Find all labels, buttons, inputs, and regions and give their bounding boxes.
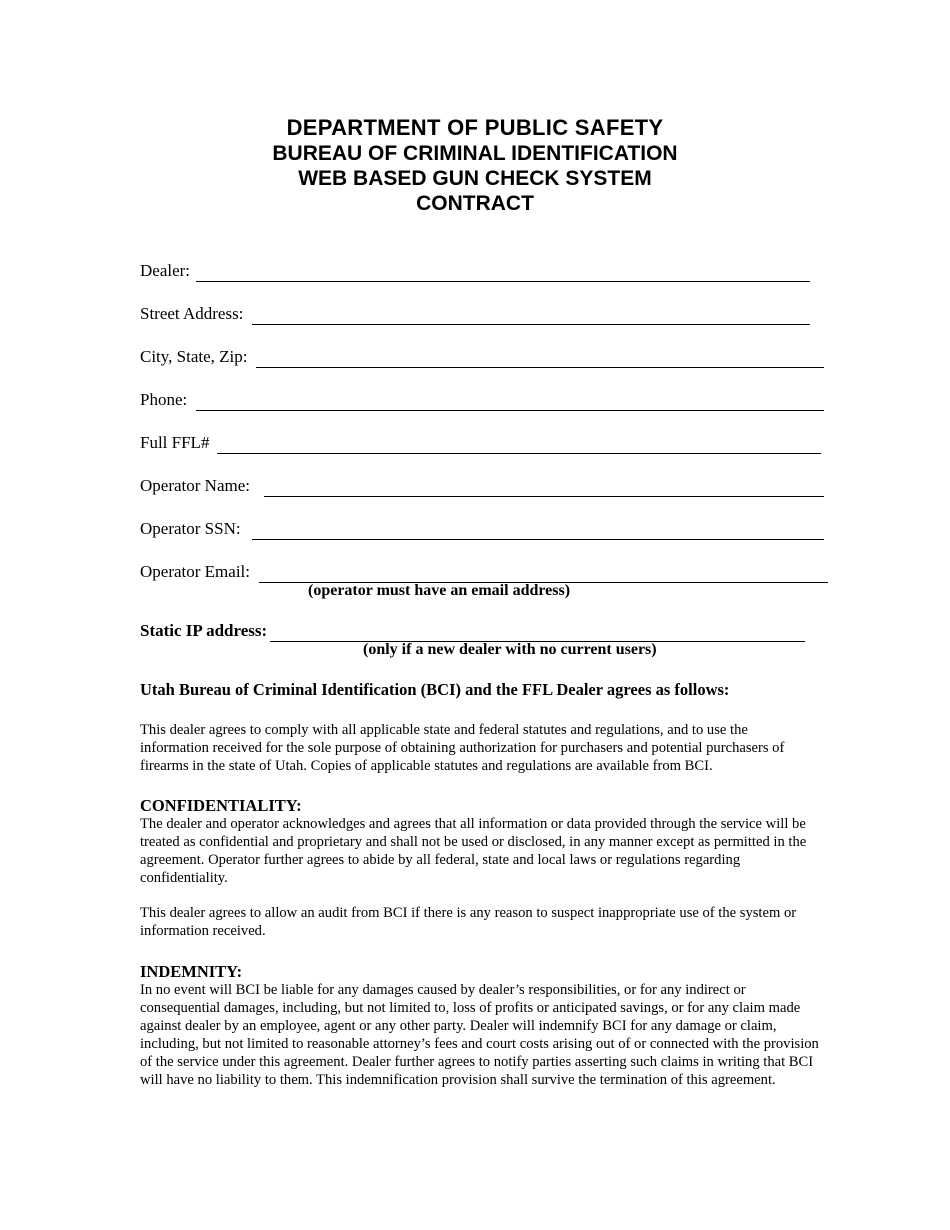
operator-name-label: Operator Name:	[140, 476, 250, 495]
confidentiality-title: CONFIDENTIALITY:	[140, 796, 302, 815]
dealer-label: Dealer:	[140, 261, 191, 280]
operator-ssn-line[interactable]	[252, 539, 824, 540]
dealer-field[interactable]	[140, 260, 820, 284]
street-address-line[interactable]	[252, 324, 810, 325]
header-department: DEPARTMENT OF PUBLIC SAFETY	[286, 115, 664, 140]
street-address-field[interactable]	[140, 303, 820, 327]
city-state-zip-field[interactable]	[140, 346, 830, 370]
operator-email-label: Operator Email:	[140, 562, 250, 581]
document-header	[0, 115, 950, 216]
dealer-line[interactable]	[196, 281, 810, 282]
phone-field[interactable]	[140, 389, 830, 413]
indemnity-title: INDEMNITY:	[140, 962, 243, 981]
indemnity-text: In no event will BCI be liable for any damages caused by dealer’s responsibilities, or for any indirect or consequential damages, including, but not limited to, loss of profits or anticipated savings, or for any claim made against dealer by an employee, agent or any other party. Dealer will indemnify BCI for any damage or claim, including, but not limited to reasonable attorney’s fees and court costs arising out of or connected with the provision of the service under this agreement. Dealer further agrees to notify parties asserting such claims in writing that BCI will have no liability to them. This indemnification provision shall survive the termination of this agreement.	[140, 982, 819, 1088]
agreement-heading: Utah Bureau of Criminal Identification (BCI) and the FFL Dealer agrees as follows:	[140, 680, 730, 699]
confidentiality-text: The dealer and operator acknowledges and agrees that all information or data provided through the service will be treated as confidential and proprietary and shall not be used or disclosed, in any manner except as permitted in the agreement. Operator further agrees to abide by all federal, state and local laws or regulations regarding confidentiality.	[140, 816, 807, 886]
street-address-label: Street Address:	[140, 304, 244, 323]
city-state-zip-label: City, State, Zip:	[140, 347, 248, 366]
operator-name-field[interactable]	[140, 475, 830, 499]
full-ffl-field[interactable]	[140, 432, 830, 456]
phone-line[interactable]	[196, 410, 824, 411]
city-state-zip-line[interactable]	[256, 367, 824, 368]
operator-ssn-field[interactable]	[140, 518, 830, 542]
phone-label: Phone:	[140, 390, 188, 409]
audit-text: This dealer agrees to allow an audit from BCI if there is any reason to suspect inappropriate use of the system or information received.	[140, 905, 797, 939]
compliance-paragraph	[140, 721, 820, 775]
indemnity-paragraph	[140, 981, 820, 1089]
confidentiality-paragraph	[140, 815, 820, 887]
header-bureau: BUREAU OF CRIMINAL IDENTIFICATION	[272, 142, 678, 165]
email-note: (operator must have an email address)	[308, 582, 571, 599]
header-system: WEB BASED GUN CHECK SYSTEM	[298, 167, 652, 190]
ip-note: (only if a new dealer with no current users)	[363, 641, 657, 658]
full-ffl-line[interactable]	[217, 453, 821, 454]
compliance-text: This dealer agrees to comply with all applicable state and federal statutes and regulations, and to use the information received for the sole purpose of obtaining authorization for purchasers and potential purchasers of firearms in the state of Utah. Copies of applicable statutes and regulations are available from BCI.	[140, 722, 785, 774]
operator-name-line[interactable]	[264, 496, 824, 497]
full-ffl-label: Full FFL#	[140, 433, 210, 452]
audit-paragraph	[140, 904, 820, 940]
header-contract: CONTRACT	[416, 192, 534, 215]
operator-ssn-label: Operator SSN:	[140, 519, 241, 538]
static-ip-label: Static IP address:	[140, 621, 268, 640]
